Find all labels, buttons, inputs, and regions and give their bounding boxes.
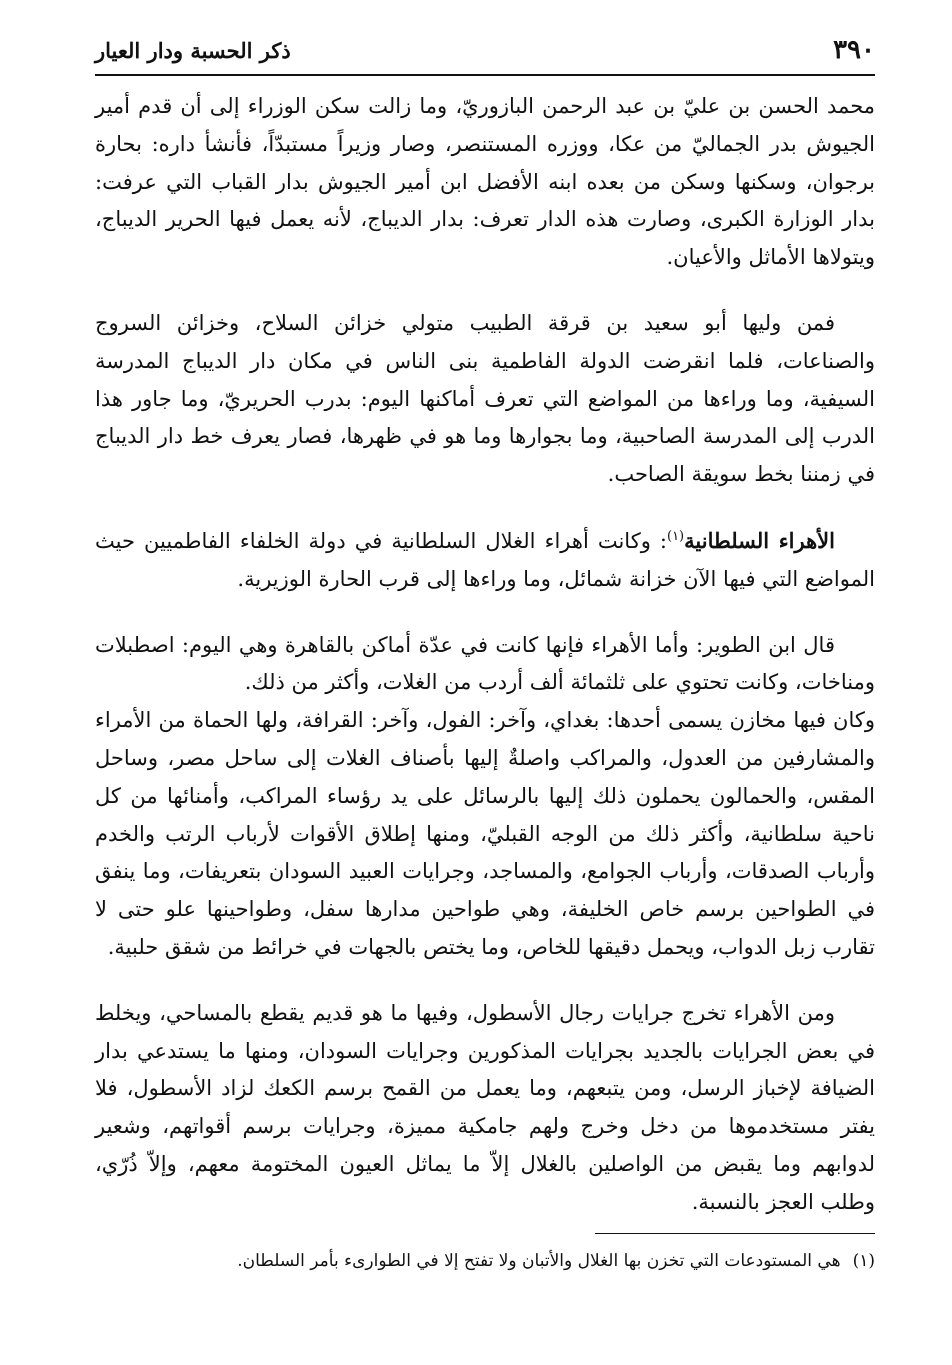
paragraph-3-text: : وكانت أهراء الغلال السلطانية في دولة الخلفاء الفاطميين حيث المواضع التي فيها الآن خزانة شمائل، وما وراءها إلى قرب الحارة الوزيرية. <box>95 528 875 591</box>
paragraph-6: ومن الأهراء تخرج جرايات رجال الأسطول، وفيها ما هو قديم يقطع بالمساحي، ويخلط في بعض الجرايات بالجديد بجرايات المذكورين وجرايات السودان، ومنها ما يستدعي بدار الضيافة لإخباز الرسل، ومن يتبعهم، وما يعمل من القمح برسم الكعك لزاد الأسطول، فلا يفتر مستخدموها من دخل وخرج ولهم جامكية مميزة، وجرايات برسم أقواتهم، وشعير لدوابهم وما يقبض من الواصلين بالغلال إلاّ ما يماثل العيون المختومة معهم، وإلاّ ذُرّي، وطلب العجز بالنسبة. <box>95 1000 875 1214</box>
paragraph-5: وكان فيها مخازن يسمى أحدها: بغداي، وآخر: الفول، وآخر: القرافة، ولها الحماة من الأمراء والمشارفين من العدول، والمراكب واصلةٌ إليها بأصناف الغلات إلى ساحل مصر، وساحل المقس، والحمالون يحملون ذلك إليها بالرسائل على يد رؤساء المراكب، وأمنائها من كل ناحية سلطانية، وأكثر ذلك من الوجه القبليّ، ومنها إطلاق الأقوات لأرباب الرتب والخدم وأرباب الصدقات، وأرباب الجوامع، والمساجد، وجرايات العبيد السودان بتعريفات، وما ينفق في الطواحين برسم خاص الخليفة، وهي طواحين مدارها سفل، وطواحينها علو حتى لا تقارب زبل الدواب، ويحمل دقيقها للخاص، وما يختص بالجهات في خرائط من شقق حلبية. <box>95 708 875 959</box>
header-rule <box>95 74 875 76</box>
page-number: ٣٩٠ <box>833 35 875 65</box>
paragraph-3 <box>95 522 875 599</box>
section-term: الأهراء السلطانية <box>684 527 835 553</box>
footnote-rule <box>595 1233 875 1234</box>
paragraph-gap <box>95 494 875 522</box>
paragraph-gap <box>95 967 875 995</box>
paragraph-4: قال ابن الطوير: وأما الأهراء فإنها كانت في عدّة أماكن بالقاهرة وهي اليوم: اصطبلات ومناخات، وكانت تحتوي على ثلثمائة ألف أردب من الغلات، وأكثر من ذلك. <box>95 632 875 695</box>
footnote-reference: (١) <box>666 528 685 544</box>
paragraph-gap <box>95 599 875 627</box>
running-title: ذكر الحسبة ودار العيار <box>95 38 291 63</box>
paragraph-2: فمن وليها أبو سعيد بن قرقة الطبيب متولي خزائن السلاح، وخزائن السروج والصناعات، فلما انقرضت الدولة الفاطمية بنى الناس في مكان دار الديباج المدرسة السيفية، وما وراءها من المواضع التي تعرف أماكنها اليوم: بدرب الحريريّ، وما جاور هذا الدرب إلى المدرسة الصاحبية، وما بجوارها وما هو في ظهرها، فصار يعرف خط دار الديباج في زمننا بخط سويقة الصاحب. <box>95 310 875 487</box>
paragraph-gap <box>95 277 875 305</box>
footnote-text: هي المستودعات التي تخزن بها الغلال والأتبان ولا تفتح إلا في الطوارىء بأمر السلطان. <box>237 1251 841 1271</box>
page-header <box>95 32 875 72</box>
footnote-mark: (١) <box>852 1251 875 1271</box>
body-text <box>95 88 875 1222</box>
paragraph-1: محمد الحسن بن عليّ بن عبد الرحمن البازوريّ، وما زالت سكن الوزراء إلى أن قدم أمير الجيوش بدر الجماليّ من عكا، ووزره المستنصر، وصار وزيراً مستبدّاً، فأنشأ داره: بحارة برجوان، وسكنها وسكن من بعده ابنه الأفضل ابن أمير الجيوش بدار القباب التي عرفت: بدار الوزارة الكبرى، وصارت هذه الدار تعرف: بدار الديباج، لأنه يعمل فيها الحرير الديباج، ويتولاها الأماثل والأعيان. <box>95 94 875 270</box>
footnote <box>95 1246 875 1276</box>
